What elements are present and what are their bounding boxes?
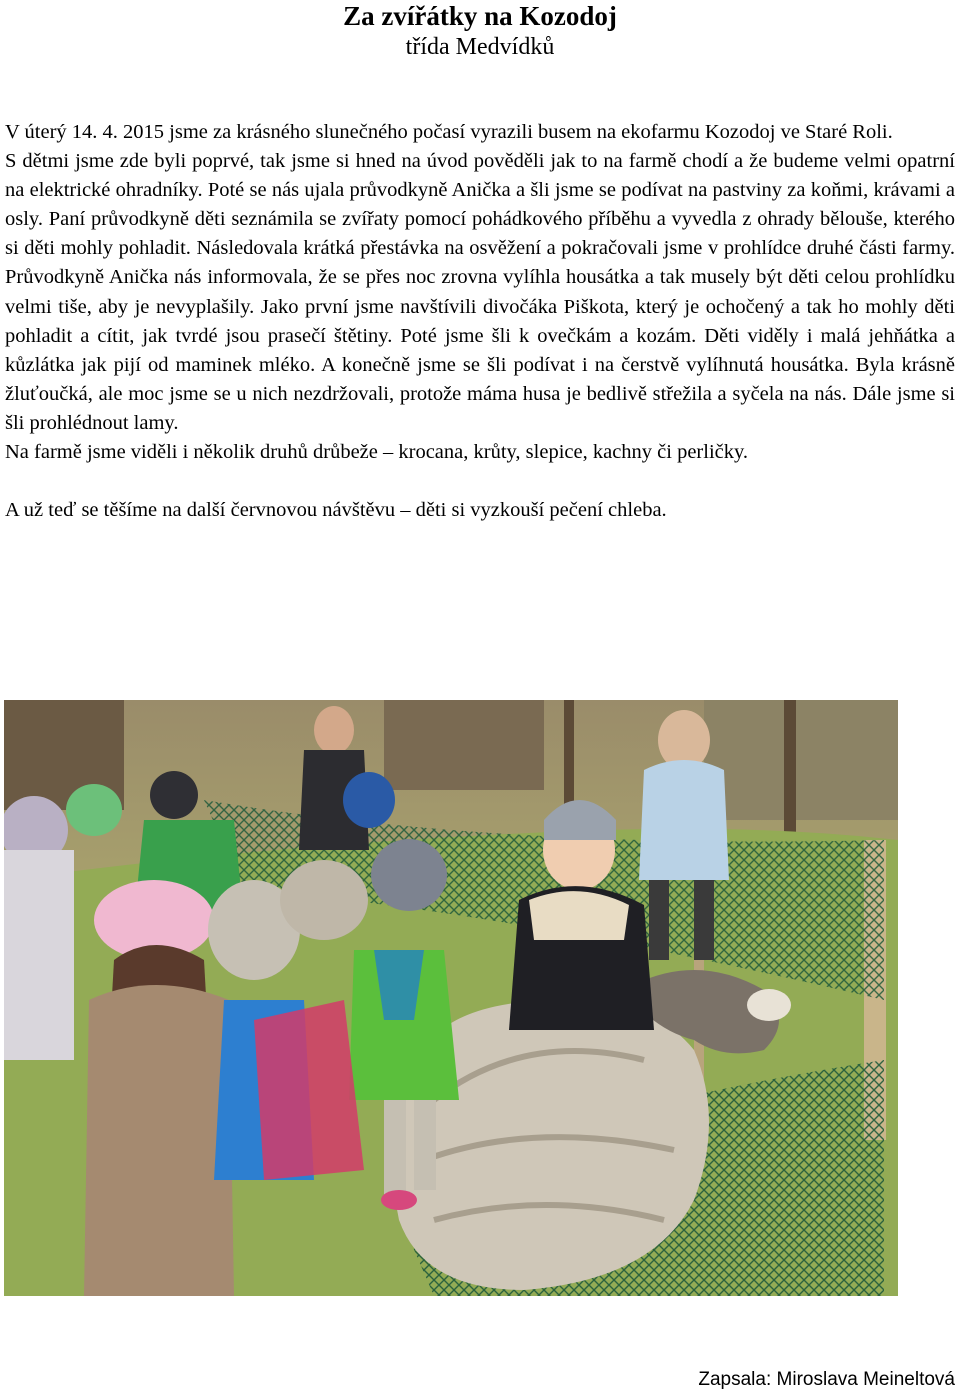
paragraph-closing: A už teď se těšíme na další červnovou návštěvu – děti si vyzkouší pečení chleba.	[5, 499, 667, 522]
farm-photo	[4, 700, 898, 1296]
paragraph-intro: V úterý 14. 4. 2015 jsme za krásného slunečného počasí vyrazili busem na ekofarmu Kozodoj ve Staré Roli.	[5, 121, 893, 143]
document-subtitle: třída Medvídků	[405, 34, 555, 60]
author-signature: Zapsala: Miroslava Meineltová	[698, 1369, 955, 1390]
paragraph-gap	[5, 467, 955, 496]
farm-photo-illustration	[4, 700, 898, 1296]
article-body	[5, 118, 955, 525]
paragraph-poultry: Na farmě jsme viděli i několik druhů drůbeže – krocana, krůty, slepice, kachny či perličky.	[5, 441, 749, 464]
document-title: Za zvířátky na Kozodoj	[343, 1, 617, 31]
paragraph-visit: S dětmi jsme zde byli poprvé, tak jsme si hned na úvod pověděli jak to na farmě chodí a že budeme velmi opatrní na elektrické ohradníky. Poté se nás ujala průvodkyně Anička a šli jsme se podívat na pastviny za koňmi, krávami a osly. Paní průvodkyně děti seznámila se zvířaty pomocí pohádkového příběhu a vyvedla z ohrady bělouše, kterého si děti mohly pohladit. Následovala krátká přestávka na osvěžení a pokračovali jsme v prohlídce druhé části farmy. Průvodkyně Anička nás informovala, že se přes noc zrovna vylíhla housátka a tak musely být děti celou prohlídku velmi tiše, aby je nevyplašily. Jako první jsme navštívili divočáka Piškota, který je ochočený a tak ho mohly děti pohladit a cítit, jak tvrdé jsou prasečí štětiny. Poté jsme šli k ovečkám a kozám. Děti viděly i malá jehňátka a kůzlátka jak pijí od maminek mléko. A konečně jsme se šli podívat i na čerstvě vylíhnutá housátka. Byla krásně žluťoučká, ale moc jsme se u nich nezdržovali, protože máma husa je bedlivě střežila a syčela na nás. Dále jsme si šli prohlédnout lamy.	[5, 150, 955, 434]
